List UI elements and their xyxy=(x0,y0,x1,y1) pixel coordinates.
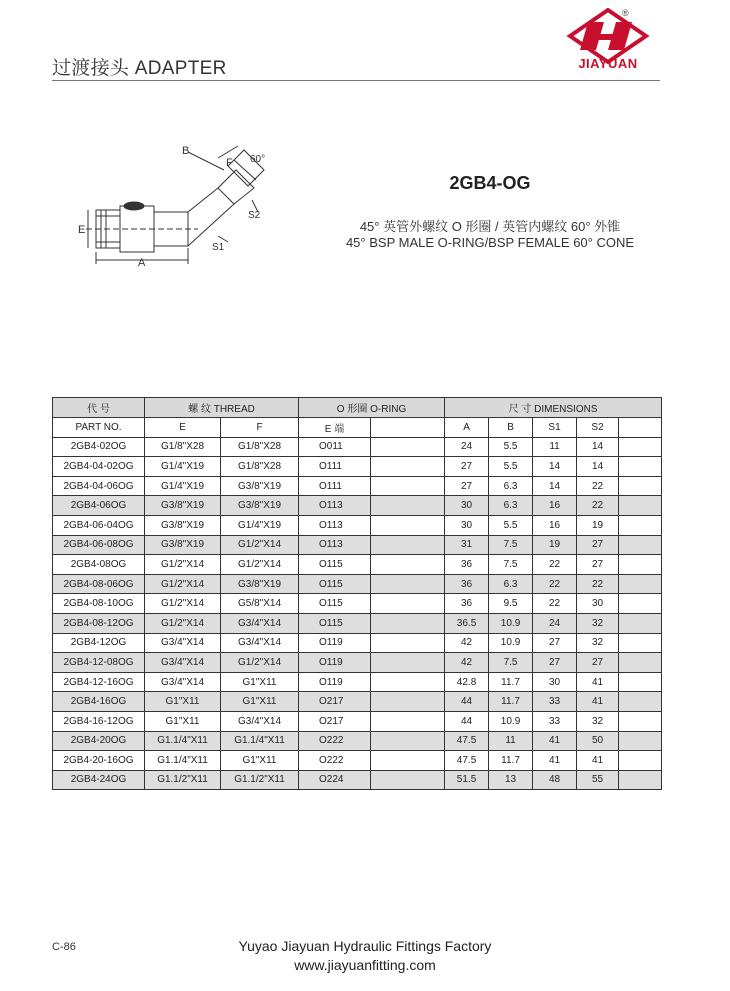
empty-cell xyxy=(371,457,445,477)
empty-cell xyxy=(371,535,445,555)
table-cell: G1/4"X19 xyxy=(221,515,299,535)
table-cell: G1"X11 xyxy=(221,751,299,771)
table-cell: G1/4"X19 xyxy=(145,457,221,477)
table-cell: O222 xyxy=(299,751,371,771)
sub-header-cell: S1 xyxy=(533,418,577,438)
table-cell: O011 xyxy=(299,437,371,457)
table-row xyxy=(53,711,662,731)
empty-cell xyxy=(371,496,445,516)
empty-cell xyxy=(619,496,662,516)
table-cell: 33 xyxy=(533,692,577,712)
empty-cell xyxy=(619,515,662,535)
empty-cell xyxy=(371,731,445,751)
table-row xyxy=(53,476,662,496)
table-cell: G1.1/2"X11 xyxy=(145,770,221,790)
footer-website: www.jiayuanfitting.com xyxy=(294,957,436,973)
table-cell: 11 xyxy=(533,437,577,457)
empty-cell xyxy=(619,594,662,614)
empty-cell xyxy=(619,613,662,633)
empty-cell xyxy=(371,653,445,673)
table-cell: 41 xyxy=(533,751,577,771)
sub-header-cell: E xyxy=(145,418,221,438)
table-cell: G3/4"X14 xyxy=(145,633,221,653)
table-cell: G1"X11 xyxy=(221,672,299,692)
table-cell: G1/8"X28 xyxy=(221,457,299,477)
table-cell: G3/4"X14 xyxy=(221,711,299,731)
empty-cell xyxy=(619,633,662,653)
sub-header-row xyxy=(53,418,662,438)
label-s2: S2 xyxy=(248,210,261,221)
header-code-cn: 代 号 xyxy=(53,398,145,418)
empty-cell xyxy=(619,672,662,692)
table-cell: 14 xyxy=(533,476,577,496)
table-cell: G1.1/4"X11 xyxy=(145,731,221,751)
title-divider xyxy=(52,80,660,81)
empty-cell xyxy=(619,437,662,457)
table-cell: 14 xyxy=(533,457,577,477)
table-cell: 22 xyxy=(577,496,619,516)
table-cell: 30 xyxy=(445,515,489,535)
table-cell: 10.9 xyxy=(489,633,533,653)
table-cell: G1/2"X14 xyxy=(145,574,221,594)
table-cell: G1/8"X28 xyxy=(145,437,221,457)
empty-cell xyxy=(371,751,445,771)
table-cell: 22 xyxy=(533,574,577,594)
table-cell: O217 xyxy=(299,692,371,712)
table-cell: 2GB4-06-08OG xyxy=(53,535,145,555)
empty-cell xyxy=(619,751,662,771)
page-number: C-86 xyxy=(52,941,76,953)
table-cell: 2GB4-08-06OG xyxy=(53,574,145,594)
table-cell: G1/2"X14 xyxy=(221,555,299,575)
table-cell: G1/2"X14 xyxy=(145,613,221,633)
table-row xyxy=(53,535,662,555)
table-row xyxy=(53,594,662,614)
page-title: 过渡接头 ADAPTER xyxy=(52,58,227,79)
table-cell: 27 xyxy=(533,653,577,673)
table-cell: O115 xyxy=(299,594,371,614)
table-cell: 11.7 xyxy=(489,692,533,712)
table-cell: 14 xyxy=(577,437,619,457)
table-cell: 32 xyxy=(577,613,619,633)
table-cell: 30 xyxy=(577,594,619,614)
table-cell: 30 xyxy=(445,496,489,516)
empty-cell xyxy=(371,574,445,594)
table-row xyxy=(53,653,662,673)
table-cell: 42 xyxy=(445,633,489,653)
sub-header-cell: PART NO. xyxy=(53,418,145,438)
label-angle: 60° xyxy=(250,154,266,165)
registered-mark: ® xyxy=(622,8,629,18)
table-cell: 55 xyxy=(577,770,619,790)
header-thread: 螺 纹 THREAD xyxy=(145,398,299,418)
table-cell: 2GB4-20-16OG xyxy=(53,751,145,771)
empty-cell xyxy=(371,555,445,575)
table-cell: 27 xyxy=(533,633,577,653)
table-row xyxy=(53,751,662,771)
label-b: B xyxy=(182,145,190,157)
table-cell: 22 xyxy=(577,476,619,496)
table-cell: G1"X11 xyxy=(145,692,221,712)
table-cell: 44 xyxy=(445,711,489,731)
table-row xyxy=(53,692,662,712)
table-cell: 2GB4-04-06OG xyxy=(53,476,145,496)
table-cell: 47.5 xyxy=(445,751,489,771)
table-cell: 14 xyxy=(577,457,619,477)
table-cell: 48 xyxy=(533,770,577,790)
table-cell: G3/4"X14 xyxy=(145,653,221,673)
sub-header-cell xyxy=(619,418,662,438)
table-cell: 6.3 xyxy=(489,476,533,496)
table-cell: O222 xyxy=(299,731,371,751)
table-cell: 2GB4-20OG xyxy=(53,731,145,751)
table-cell: O113 xyxy=(299,496,371,516)
table-row xyxy=(53,613,662,633)
table-cell: G3/8"X19 xyxy=(145,496,221,516)
empty-cell xyxy=(371,594,445,614)
table-row xyxy=(53,515,662,535)
empty-cell xyxy=(619,476,662,496)
table-cell: G1/2"X14 xyxy=(145,594,221,614)
table-cell: G3/8"X19 xyxy=(221,496,299,516)
table-row xyxy=(53,633,662,653)
table-cell: O115 xyxy=(299,613,371,633)
empty-cell xyxy=(619,653,662,673)
table-cell: 27 xyxy=(445,457,489,477)
empty-cell xyxy=(619,711,662,731)
table-cell: 6.3 xyxy=(489,496,533,516)
table-cell: 11.7 xyxy=(489,672,533,692)
table-cell: 47.5 xyxy=(445,731,489,751)
table-cell: O217 xyxy=(299,711,371,731)
table-row xyxy=(53,731,662,751)
empty-cell xyxy=(619,457,662,477)
table-cell: 7.5 xyxy=(489,653,533,673)
table-cell: 2GB4-08-12OG xyxy=(53,613,145,633)
table-cell: 10.9 xyxy=(489,613,533,633)
table-cell: O119 xyxy=(299,653,371,673)
sub-header-cell xyxy=(371,418,445,438)
table-cell: 6.3 xyxy=(489,574,533,594)
table-cell: G3/4"X14 xyxy=(221,613,299,633)
table-cell: 30 xyxy=(533,672,577,692)
empty-cell xyxy=(619,692,662,712)
table-cell: 19 xyxy=(577,515,619,535)
table-cell: 2GB4-16-12OG xyxy=(53,711,145,731)
empty-cell xyxy=(371,613,445,633)
header-dimensions: 尺 寸 DIMENSIONS xyxy=(445,398,662,418)
sub-header-cell: S2 xyxy=(577,418,619,438)
table-cell: 2GB4-12OG xyxy=(53,633,145,653)
table-cell: O111 xyxy=(299,457,371,477)
table-cell: 24 xyxy=(533,613,577,633)
table-cell: 36 xyxy=(445,594,489,614)
table-cell: 9.5 xyxy=(489,594,533,614)
table-cell: 11.7 xyxy=(489,751,533,771)
table-cell: 5.5 xyxy=(489,515,533,535)
table-cell: O115 xyxy=(299,555,371,575)
table-cell: 36 xyxy=(445,574,489,594)
table-cell: 41 xyxy=(533,731,577,751)
table-cell: G3/4"X14 xyxy=(145,672,221,692)
table-cell: G3/4"X14 xyxy=(221,633,299,653)
table-cell: 2GB4-06-04OG xyxy=(53,515,145,535)
table-cell: O119 xyxy=(299,633,371,653)
product-description-cn: 45° 英管外螺纹 O 形圈 / 英管内螺纹 60° 外锥 xyxy=(359,219,621,234)
table-cell: O119 xyxy=(299,672,371,692)
table-cell: 2GB4-08OG xyxy=(53,555,145,575)
table-cell: 5.5 xyxy=(489,457,533,477)
table-cell: 36.5 xyxy=(445,613,489,633)
empty-cell xyxy=(619,555,662,575)
brand-name: JIAYUAN xyxy=(578,56,638,71)
empty-cell xyxy=(371,437,445,457)
table-cell: 31 xyxy=(445,535,489,555)
table-cell: 51.5 xyxy=(445,770,489,790)
table-cell: 41 xyxy=(577,751,619,771)
spec-table xyxy=(52,397,662,790)
table-cell: O115 xyxy=(299,574,371,594)
table-row xyxy=(53,574,662,594)
table-cell: G3/8"X19 xyxy=(221,574,299,594)
table-cell: 19 xyxy=(533,535,577,555)
empty-cell xyxy=(371,476,445,496)
table-cell: G1/2"X14 xyxy=(145,555,221,575)
sub-header-cell: B xyxy=(489,418,533,438)
table-cell: G1.1/4"X11 xyxy=(145,751,221,771)
table-cell: G1/8"X28 xyxy=(221,437,299,457)
sub-header-cell: E 端 xyxy=(299,418,371,438)
footer-company: Yuyao Jiayuan Hydraulic Fittings Factory xyxy=(238,938,492,954)
table-cell: G1"X11 xyxy=(221,692,299,712)
table-cell: 5.5 xyxy=(489,437,533,457)
table-cell: 27 xyxy=(577,653,619,673)
empty-cell xyxy=(619,731,662,751)
table-cell: 2GB4-24OG xyxy=(53,770,145,790)
table-cell: 42.8 xyxy=(445,672,489,692)
table-cell: 50 xyxy=(577,731,619,751)
table-cell: 33 xyxy=(533,711,577,731)
table-cell: 2GB4-12-08OG xyxy=(53,653,145,673)
table-cell: O224 xyxy=(299,770,371,790)
table-cell: 32 xyxy=(577,633,619,653)
table-row xyxy=(53,555,662,575)
table-cell: G1/4"X19 xyxy=(145,476,221,496)
table-cell: 27 xyxy=(577,535,619,555)
table-cell: 2GB4-12-16OG xyxy=(53,672,145,692)
empty-cell xyxy=(371,711,445,731)
table-cell: O111 xyxy=(299,476,371,496)
empty-cell xyxy=(371,692,445,712)
table-row xyxy=(53,437,662,457)
table-cell: G3/8"X19 xyxy=(145,535,221,555)
table-cell: 44 xyxy=(445,692,489,712)
table-cell: 2GB4-04-02OG xyxy=(53,457,145,477)
header-oring: O 形圈 O-RING xyxy=(299,398,445,418)
table-cell: 22 xyxy=(533,555,577,575)
empty-cell xyxy=(371,633,445,653)
empty-cell xyxy=(371,770,445,790)
table-cell: 22 xyxy=(533,594,577,614)
empty-cell xyxy=(371,672,445,692)
table-cell: O113 xyxy=(299,535,371,555)
table-cell: G1/2"X14 xyxy=(221,653,299,673)
table-cell: 24 xyxy=(445,437,489,457)
table-cell: 2GB4-16OG xyxy=(53,692,145,712)
table-cell: 42 xyxy=(445,653,489,673)
table-cell: 16 xyxy=(533,515,577,535)
table-cell: G3/8"X19 xyxy=(221,476,299,496)
table-cell: 13 xyxy=(489,770,533,790)
table-cell: 22 xyxy=(577,574,619,594)
table-cell: 2GB4-08-10OG xyxy=(53,594,145,614)
label-a: A xyxy=(138,257,146,269)
table-cell: 2GB4-02OG xyxy=(53,437,145,457)
table-cell: 41 xyxy=(577,672,619,692)
table-cell: 36 xyxy=(445,555,489,575)
table-cell: G1/2"X14 xyxy=(221,535,299,555)
table-row xyxy=(53,457,662,477)
table-cell: G1.1/4"X11 xyxy=(221,731,299,751)
spec-table-body xyxy=(53,437,662,790)
table-row xyxy=(53,496,662,516)
table-cell: 10.9 xyxy=(489,711,533,731)
table-cell: 41 xyxy=(577,692,619,712)
sub-header-cell: F xyxy=(221,418,299,438)
sub-header-cell: A xyxy=(445,418,489,438)
table-cell: G1"X11 xyxy=(145,711,221,731)
table-cell: 11 xyxy=(489,731,533,751)
table-row xyxy=(53,770,662,790)
table-cell: 16 xyxy=(533,496,577,516)
table-cell: 32 xyxy=(577,711,619,731)
empty-cell xyxy=(619,574,662,594)
product-code: 2GB4-OG xyxy=(449,173,531,193)
table-cell: 7.5 xyxy=(489,535,533,555)
empty-cell xyxy=(619,535,662,555)
fitting-drawing xyxy=(68,140,278,270)
empty-cell xyxy=(619,770,662,790)
label-s1: S1 xyxy=(212,242,225,253)
empty-cell xyxy=(371,515,445,535)
table-cell: G5/8"X14 xyxy=(221,594,299,614)
label-e: E xyxy=(78,224,86,236)
table-cell: 2GB4-06OG xyxy=(53,496,145,516)
group-header-row xyxy=(53,398,662,418)
table-row xyxy=(53,672,662,692)
table-cell: O113 xyxy=(299,515,371,535)
product-description-en: 45° BSP MALE O-RING/BSP FEMALE 60° CONE xyxy=(345,235,635,250)
table-cell: 7.5 xyxy=(489,555,533,575)
label-f: F xyxy=(226,157,233,169)
table-cell: 27 xyxy=(445,476,489,496)
table-cell: 27 xyxy=(577,555,619,575)
table-cell: G3/8"X19 xyxy=(145,515,221,535)
table-cell: G1.1/2"X11 xyxy=(221,770,299,790)
